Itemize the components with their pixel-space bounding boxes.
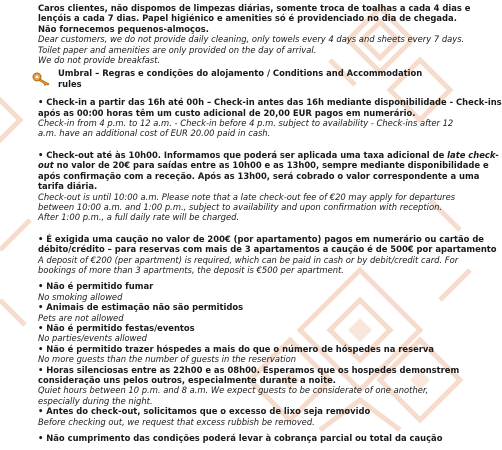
checkout-en-line: between 10:00 a.m. and 1:00 p.m., subject to availability and upon confirmation with reception.	[38, 201, 443, 212]
rule-pt-line: • Não é permitido trazer hóspedes a mais do que o número de hóspedes na reserva	[38, 343, 434, 354]
checkin-section	[38, 97, 502, 139]
rule-pt-line: • Animais de estimação não são permitidos	[38, 302, 244, 313]
rule-item	[38, 281, 448, 302]
rule-en-line: Quiet hours between 10 p.m. and 8 a.m. We expect guests to be considerate of one another,	[38, 385, 429, 396]
key-icon	[32, 72, 52, 86]
checkout-pt-text: no valor de 20€ para saídas entre as 10h00 e as 13h00, sempre mediante disponibilidade e	[53, 160, 489, 171]
checkout-section	[38, 149, 499, 223]
intro-en-line: We do not provide breakfast.	[38, 55, 161, 66]
checkin-pt-line: • Check-in a partir das 16h até 00h – Check-in antes das 16h mediante disponibilidade - Check-ins	[38, 97, 502, 108]
deposit-pt-line: débito/crédito – para reservas com mais de 3 apartamentos a caução é de 500€ por apartamento	[38, 244, 497, 255]
intro-en-line: Dear customers, we do not provide daily cleaning, only towels every 4 days and sheets every 7 days.	[38, 34, 465, 45]
checkout-pt-italic: out	[38, 160, 54, 171]
rule-en-line: No more guests than the number of guests in the reservation	[38, 354, 297, 365]
deposit-pt-line: • É exigida uma caução no valor de 200€ (por apartamento) pagos em numerário ou cartão de	[38, 233, 484, 244]
checkout-pt-line	[38, 149, 499, 160]
checkout-pt-italic: late check-	[447, 149, 499, 160]
checkout-pt-line: tarifa diária.	[38, 181, 98, 192]
rule-list	[38, 281, 460, 427]
checkout-en-line: Check-out is until 10:00 a.m. Please note that a late check-out fee of €20 may apply for departures	[38, 191, 456, 202]
rules-content	[38, 3, 502, 444]
checkout-pt-line: após confirmação com a receção. Após as 13h00, será cobrado o valor correspondente a uma	[38, 170, 480, 181]
rule-item	[38, 406, 448, 427]
intro-pt-line: lençóis a cada 7 dias. Papel higiénico e amenities só é providenciado no dia de chegada.	[38, 13, 457, 24]
deposit-en-line: A deposit of €200 (per apartment) is required, which can be paid in cash or by debit/credit card. For	[38, 254, 459, 265]
checkout-pt-text: • Check-out até às 10h00. Informamos que poderá ser aplicada uma taxa adicional de	[38, 149, 448, 160]
checkin-en-line: Check-in from 4 p.m. to 12 a.m. - Check-in before 4 p.m. subject to availability - Check-ins after 12	[38, 118, 454, 129]
intro-en-line: Toilet paper and amenities are only provided on the day of arrival.	[38, 44, 317, 55]
intro-pt-line: Não fornecemos pequenos-almoços.	[38, 23, 209, 34]
rule-en-line: especially during the night.	[38, 395, 153, 406]
deposit-en-line: bookings of more than 3 apartments, the deposit is €500 per apartment.	[38, 264, 344, 275]
rule-pt-line: • Antes do check-out, solicitamos que o excesso de lixo seja removido	[38, 406, 371, 417]
rule-pt-line: consideração uns pelos outros, especialmente durante a noite.	[38, 375, 336, 385]
rules-heading	[32, 68, 448, 89]
checkin-pt-line: após as 00:00 horas têm um custo adicional de 20,00 EUR pagos em numerário.	[38, 107, 416, 118]
intro-pt-line: Caros clientes, não dispomos de limpezas diárias, somente troca de toalhas a cada 4 dias e	[38, 3, 471, 13]
rule-pt-line: • Não é permitido festas/eventos	[38, 322, 195, 333]
rule-pt-line: • Não é permitido fumar	[38, 281, 154, 292]
intro-section	[38, 3, 471, 66]
rule-en-line: No smoking allowed	[38, 291, 123, 302]
rules-heading-text: Umbral – Regras e condições do alojamento / Conditions and Accommodation rules	[58, 68, 423, 89]
rule-pt-line: • Horas silenciosas entre as 22h00 e as 08h00. Esperamos que os hospedes demonstrem	[38, 364, 460, 375]
deposit-forfeit-line: • Não cumprimento das condições poderá levar à cobrança parcial ou total da caução	[38, 433, 443, 444]
rule-item	[38, 323, 448, 344]
checkout-pt-line	[38, 160, 489, 171]
checkin-en-line: a.m. have an additional cost of EUR 20.00 paid in cash.	[38, 128, 271, 139]
deposit-section	[38, 233, 497, 276]
rule-en-line: No parties/events allowed	[38, 333, 147, 344]
rule-item	[38, 364, 460, 407]
rule-item	[38, 302, 448, 323]
rule-en-line: Before checking out, we request that excess rubbish be removed.	[38, 416, 315, 427]
rule-en-line: Pets are not allowed	[38, 312, 124, 323]
checkout-en-line: After 1:00 p.m., a full daily rate will be charged.	[38, 212, 240, 223]
rule-item	[38, 344, 448, 365]
